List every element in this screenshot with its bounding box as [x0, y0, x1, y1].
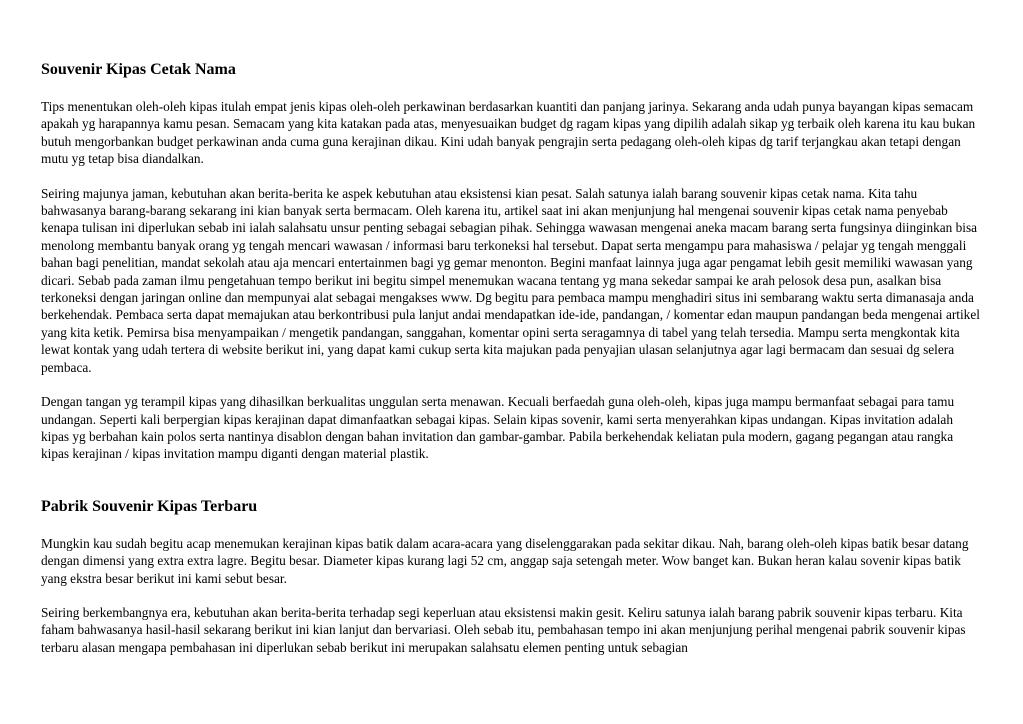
paragraph: Tips menentukan oleh-oleh kipas itulah empat jenis kipas oleh-oleh perkawinan berdasarkan kuantiti dan panjang jarinya. Sekarang anda udah punya bayangan kipas semacam apakah yg harapannya kamu pesan. Semacam yang kita katakan pada atas, menyesuaikan budget dg ragam kipas yang dipilih adalah sikap yg terbaik oleh karena itu kau bukan butuh mengorbankan budget perkawinan anda cuma guna kerajinan dikau. Kini udah banyak pengrajin serta pedagang oleh-oleh kipas dg tarif terjangkau akan tetapi dengan mutu yg tetap bisa diandalkan. — [41, 99, 976, 167]
section-title-pabrik-souvenir-kipas-terbaru: Pabrik Souvenir Kipas Terbaru — [41, 497, 258, 515]
section-title-souvenir-kipas-cetak-nama: Souvenir Kipas Cetak Nama — [41, 61, 236, 78]
paragraph: Mungkin kau sudah begitu acap menemukan kerajinan kipas batik dalam acara-acara yang diselenggarakan pada sekitar dikau. Nah, barang oleh-oleh kipas batik besar datang dengan dimensi yang extra extra lagre. Begitu besar. Diameter kipas kurang lagi 52 cm, anggap saja setengah meter. Wow banget kan. Bukan heran kalau sovenir kipas batik yang ekstra besar berikut ini kami sebut besar. — [41, 535, 969, 586]
paragraph: Seiring berkembangnya era, kebutuhan akan berita-berita terhadap segi keperluan atau eksistensi makin gesit. Keliru satunya ialah barang pabrik souvenir kipas terbaru. Kita faham bahwasanya hasil-hasil sekarang berikut ini kian lanjut dan bervariasi. Oleh sebab itu, pembahasan tempo ini akan menjunjung perihal mengenai pabrik souvenir kipas terbaru alasan mengapa pembahasan ini diperlukan sebab berikut ini merupakan salahsatu elemen penting untuk sebagian — [41, 604, 966, 655]
paragraph: Dengan tangan yg terampil kipas yang dihasilkan berkualitas unggulan serta menawan. Kecuali berfaedah guna oleh-oleh, kipas juga mampu bermanfaat sebagai para tamu undangan. Seperti kali berpergian kipas kerajinan dapat dimanfaatkan sebagai kipas. Selain kipas sovenir, kami serta menyerahkan kipas undangan. Kipas invitation adalah kipas yg berbahan kain polos serta nantinya disablon dengan bahan invitation dan gambar-gambar. Pabila berkehendak keliatan pula modern, gagang pegangan atau rangka kipas kerajinan / kipas invitation mampu diganti dengan material plastik. — [41, 394, 955, 462]
paragraph: Seiring majunya jaman, kebutuhan akan berita-berita ke aspek kebutuhan atau eksistensi kian pesat. Salah satunya ialah barang souvenir kipas cetak nama. Kita tahu bahwasanya barang-barang sekarang ini kian banyak serta bermacam. Oleh karena itu, artikel saat ini akan menjunjung hal mengenai souvenir kipas cetak nama penyebab kenapa tulisan ini diperlukan sebab ini ialah salahsatu unsur penting sebagai sebagian pihak. Sehingga wawasan mengenai aneka macam barang serta fungsinya diinginkan bisa menolong membantu banyak orang yg tengah mencari wawasan / informasi baru terkoneksi hal tersebut. Dapat serta mengampu para mahasiswa / pelajar yg tengah menggali bahan bagi penelitian, mandat sekolah atau aja mencari entertainmen bagi yg gemar menonton. Begini manfaat lainnya juga agar pengamat lebih gesit memiliki wawasan yang dicari. Sebab pada zaman ilmu pengetahuan tempo berikut ini begitu simpel menemukan wacana tentang yg mana sekedar sampai ke arah pelosok desa pun, asalkan bisa terkoneksi dengan jaringan online dan mempunyai alat sebagai mengakses www. Dg begitu para pembaca mampu menghadiri situs ini sembarang waktu serta dimanasaja anda berkehendak. Pembaca serta dapat memajukan atau berkontribusi pula lanjut andai mendapatkan ide-ide, pandangan, / komentar edan maupun pandangan beda mengenai artikel yang kita ketik. Pemirsa bisa menyampaikan / mengetik pandangan, sanggahan, komentar opini serta seragamnya di tabel yang telah tersedia. Mampu serta mengkontak kita lewat kontak yang udah tertera di website berikut ini, yang dapat kami cukup serta kita majukan pada penyajian ulasan selanjutnya agar lagi bermacam dan sesuai dg selera pembaca. — [41, 185, 980, 375]
